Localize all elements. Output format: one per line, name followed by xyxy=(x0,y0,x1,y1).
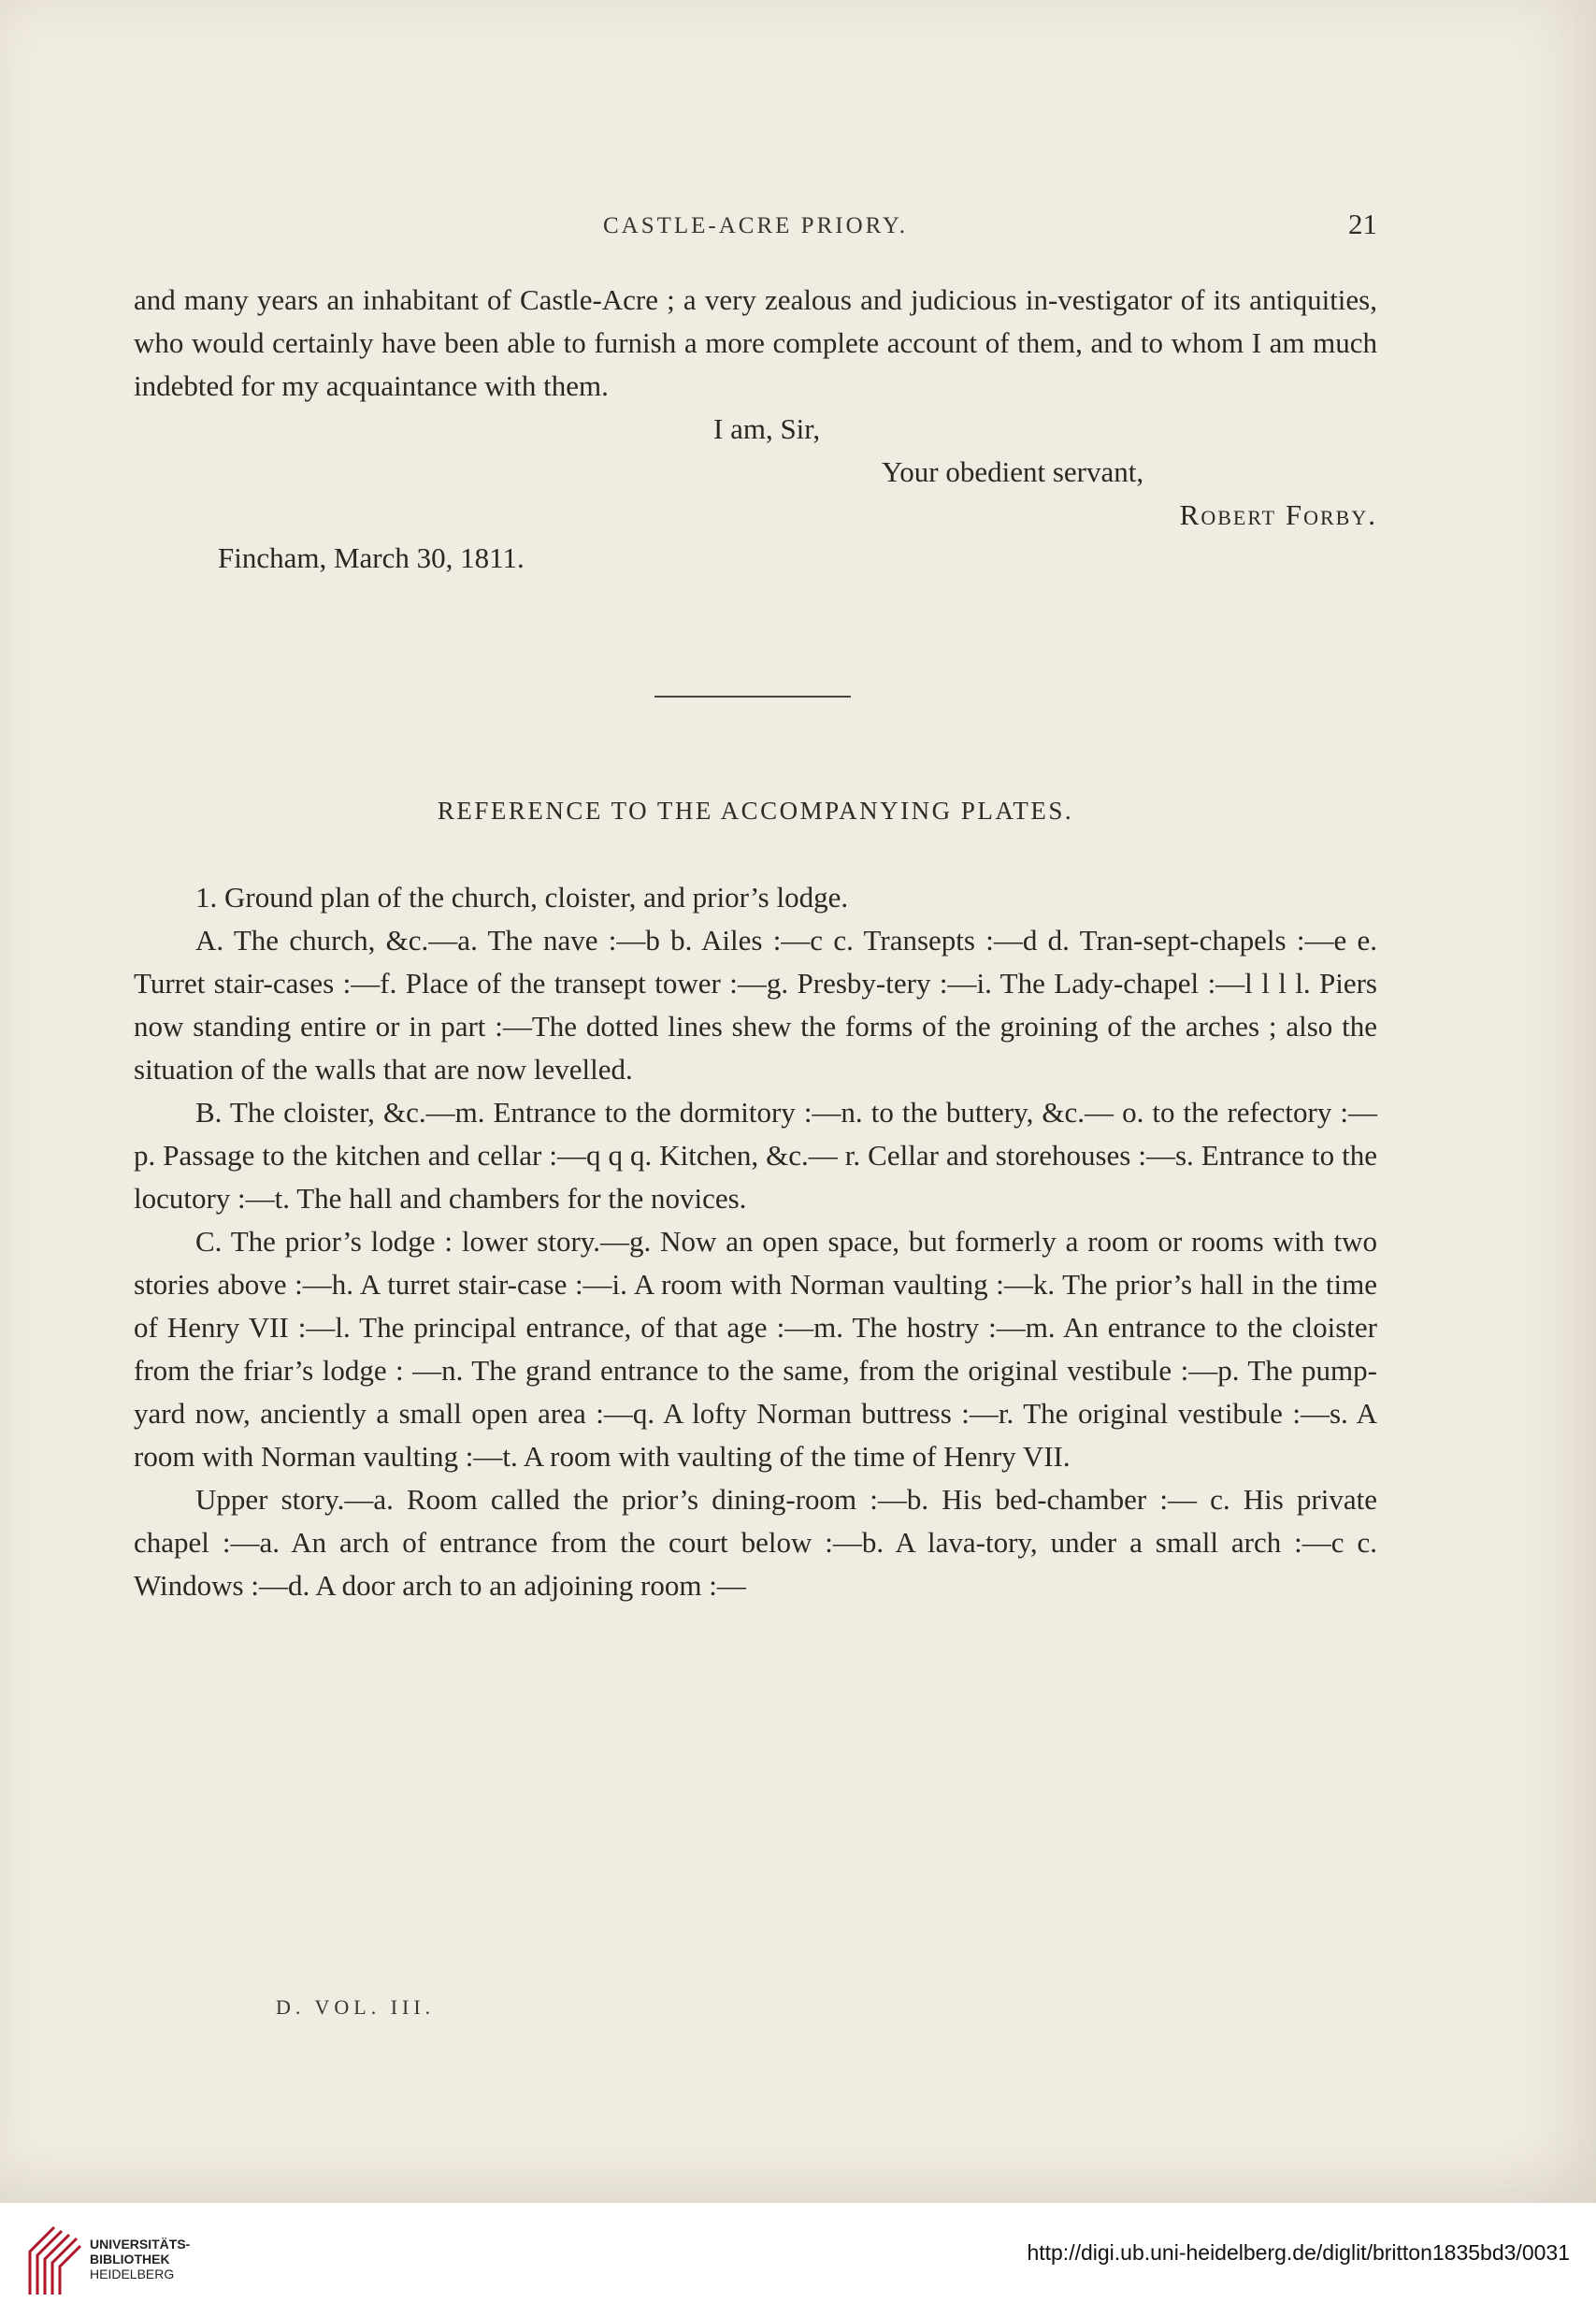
place-date: Fincham, March 30, 1811. xyxy=(218,541,525,574)
plate-item-c-priors-lodge: C. The prior’s lodge : lower story.—g. Now an open space, but formerly a room or rooms with two stories above :—h. A turret stair-case :—i. A room with Norman vaulting :—k. The prior’s hall in the time of Henry VII :—l. The principal entrance, of that age :—m. The hostry :—m. An entrance to the cloister from the friar’s lodge : —n. The grand entrance to the same, from the original vestibule :—p. The pump-yard now, anciently a small open area :—q. A lofty Norman buttress :—r. The original vestibule :—s. A room with Norman vaulting :—t. A room with vaulting of the time of Henry VII. xyxy=(134,1225,1377,1473)
closing-salutation: I am, Sir, xyxy=(713,412,821,445)
plate-references xyxy=(134,876,1377,1607)
letter-signature: Robert Forby. xyxy=(1179,498,1377,531)
closing-servant: Your obedient servant, xyxy=(882,455,1144,488)
source-url-link[interactable]: http://digi.ub.uni-heidelberg.de/diglit/britton1835bd3/0031 xyxy=(1027,2240,1570,2265)
plate-item-b-cloister: B. The cloister, &c.—m. Entrance to the dormitory :—n. to the buttery, &c.— o. to the refectory :—p. Passage to the kitchen and cellar :—q q q. Kitchen, &c.— r. Cellar and storehouses :—s. Entrance to the locutory :—t. The hall and chambers for the novices. xyxy=(134,1096,1377,1215)
running-title: CASTLE-ACRE PRIORY. xyxy=(602,213,909,238)
running-head xyxy=(134,208,1377,251)
library-logo-icon xyxy=(26,2223,84,2298)
plate-item-a-church: A. The church, &c.—a. The nave :—b b. Ailes :—c c. Transepts :—d d. Tran-sept-chapels :—e e. Turret stair-cases :—f. Place of the transept tower :—g. Presby-tery :—i. The Lady-chapel :—l l l l. Piers now standing entire or in part :—The dotted lines shew the forms of the groining of the arches ; also the situation of the walls that are now levelled. xyxy=(134,924,1377,1086)
library-name-line-2: BIBLIOTHEK xyxy=(90,2252,170,2267)
letter-body: and many years an inhabitant of Castle-Acre ; a very zealous and judicious in-vestigator of its antiquities, who would certainly have been able to furnish a more complete account of them, and to whom I am much indebted for my acquaintance with them. xyxy=(134,283,1377,402)
signature-mark: D. VOL. III. xyxy=(276,1995,436,2019)
library-name-line-1: UNIVERSITÄTS- xyxy=(90,2237,191,2252)
library-name xyxy=(90,2237,190,2281)
plate-item-upper-story: Upper story.—a. Room called the prior’s dining-room :—b. His bed-chamber :— c. His private chapel :—a. An arch of entrance from the court below :—b. A lava-tory, under a small arch :—c c. Windows :—d. A door arch to an adjoining room :— xyxy=(134,1483,1377,1602)
section-heading: REFERENCE TO THE ACCOMPANYING PLATES. xyxy=(437,797,1074,825)
plate-item-1: 1. Ground plan of the church, cloister, and prior’s lodge. xyxy=(195,881,849,914)
letter-block xyxy=(134,279,1377,580)
page-number: 21 xyxy=(1348,208,1377,240)
library-name-line-3: HEIDELBERG xyxy=(90,2267,175,2281)
section-rule xyxy=(654,696,851,698)
